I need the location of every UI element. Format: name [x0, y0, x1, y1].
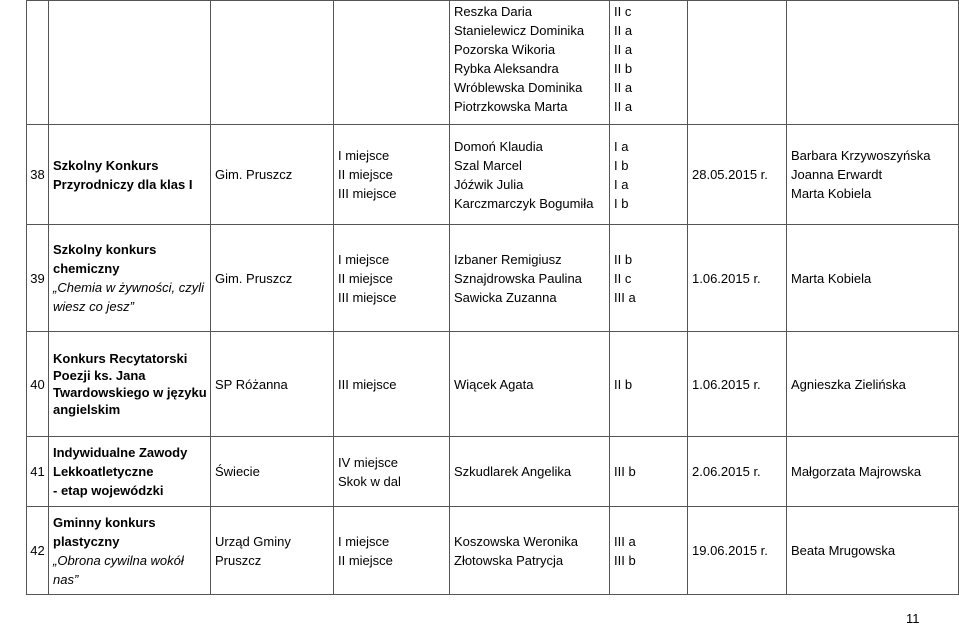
- row-number: 39: [27, 225, 49, 332]
- row-number: 38: [27, 125, 49, 225]
- cell-class: III a III b: [610, 507, 688, 595]
- cell-participants: Koszowska Weronika Złotowska Patrycja: [450, 507, 610, 595]
- cell-class: I a I b I a I b: [610, 125, 688, 225]
- cell-participants: Szkudlarek Angelika: [450, 437, 610, 507]
- cell-competition: Szkolny Konkurs Przyrodniczy dla klas I: [49, 125, 211, 225]
- table-row: [27, 225, 959, 332]
- cell-place: I miejsce II miejsce: [334, 507, 450, 595]
- participant: Wróblewska Dominika: [454, 80, 583, 95]
- cell-level: Gim. Pruszcz: [211, 125, 334, 225]
- participant: Rybka Aleksandra: [454, 61, 559, 76]
- cell-level: Gim. Pruszcz: [211, 225, 334, 332]
- cell-place: III miejsce: [334, 332, 450, 437]
- cell-level: [211, 1, 334, 125]
- table-row: [27, 437, 959, 507]
- table-row: [27, 125, 959, 225]
- page-number: 11: [906, 611, 920, 626]
- table-row: [27, 332, 959, 437]
- cell-level: SP Różanna: [211, 332, 334, 437]
- cell-level: Urząd Gminy Pruszcz: [211, 507, 334, 595]
- cell-teacher: Małgorzata Majrowska: [787, 437, 959, 507]
- cell-num: [27, 1, 49, 125]
- cell-class: [610, 1, 688, 125]
- row-number: 41: [27, 437, 49, 507]
- row-number: 40: [27, 332, 49, 437]
- class-value: II b: [614, 61, 633, 76]
- awards-table: [26, 0, 959, 595]
- participant: Pozorska Wikoria: [454, 42, 556, 57]
- cell-date: 1.06.2015 r.: [688, 225, 787, 332]
- class-value: II a: [614, 99, 633, 114]
- cell-place: I miejsce II miejsce III miejsce: [334, 225, 450, 332]
- cell-place: IV miejsce Skok w dal: [334, 437, 450, 507]
- participant: Reszka Daria: [454, 4, 533, 19]
- cell-level: Świecie: [211, 437, 334, 507]
- cell-competition: Szkolny konkurs chemiczny „Chemia w żywności, czyli wiesz co jesz”: [49, 225, 211, 332]
- cell-participants: Wiącek Agata: [450, 332, 610, 437]
- class-value: II a: [614, 23, 633, 38]
- cell-place: [334, 1, 450, 125]
- cell-date: 1.06.2015 r.: [688, 332, 787, 437]
- cell-competition: [49, 1, 211, 125]
- class-value: II c: [614, 4, 632, 19]
- row-number: 42: [27, 507, 49, 595]
- cell-date: 2.06.2015 r.: [688, 437, 787, 507]
- cell-teacher: Barbara Krzywoszyńska Joanna Erwardt Marta Kobiela: [787, 125, 959, 225]
- cell-date: [688, 1, 787, 125]
- participant: Piotrzkowska Marta: [454, 99, 568, 114]
- cell-class: III b: [610, 437, 688, 507]
- class-value: II a: [614, 42, 633, 57]
- cell-participants: Domoń Klaudia Szal Marcel Jóźwik Julia Karczmarczyk Bogumiła: [450, 125, 610, 225]
- cell-class: II b: [610, 332, 688, 437]
- cell-class: II b II c III a: [610, 225, 688, 332]
- table-row-continuation: [27, 1, 959, 125]
- cell-date: 19.06.2015 r.: [688, 507, 787, 595]
- cell-participants: [450, 1, 610, 125]
- table-row: [27, 507, 959, 595]
- cell-teacher: Agnieszka Zielińska: [787, 332, 959, 437]
- cell-teacher: Marta Kobiela: [787, 225, 959, 332]
- cell-date: 28.05.2015 r.: [688, 125, 787, 225]
- cell-place: I miejsce II miejsce III miejsce: [334, 125, 450, 225]
- cell-competition: Gminny konkurs plastyczny „Obrona cywilna wokół nas”: [49, 507, 211, 595]
- cell-competition: Indywidualne Zawody Lekkoatletyczne - etap wojewódzki: [49, 437, 211, 507]
- cell-participants: Izbaner Remigiusz Sznajdrowska Paulina Sawicka Zuzanna: [450, 225, 610, 332]
- cell-teacher: Beata Mrugowska: [787, 507, 959, 595]
- participant: Stanielewicz Dominika: [454, 23, 585, 38]
- class-value: II a: [614, 80, 633, 95]
- cell-teacher: [787, 1, 959, 125]
- cell-competition: Konkurs Recytatorski Poezji ks. Jana Twardowskiego w języku angielskim: [49, 332, 211, 437]
